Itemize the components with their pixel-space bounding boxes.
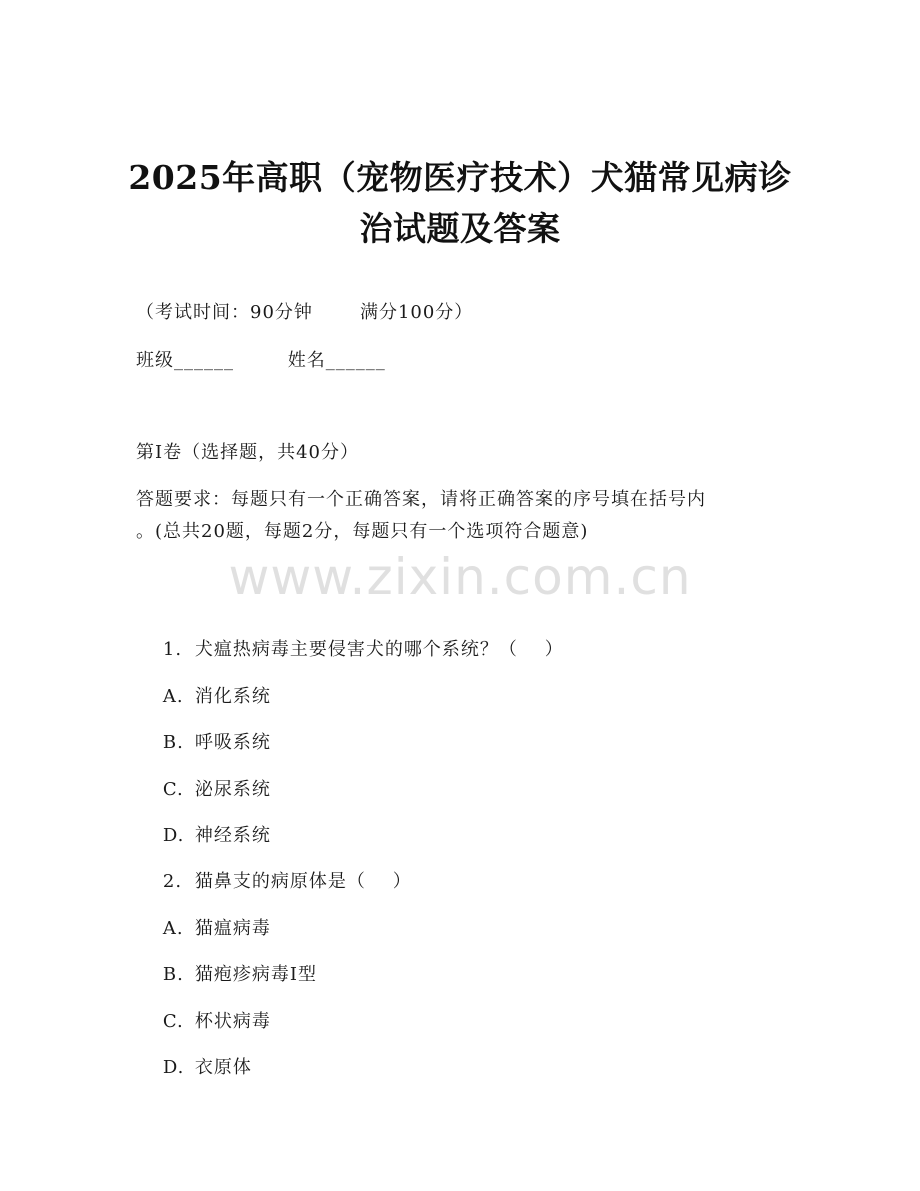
option-text: 衣原体: [194, 1057, 252, 1078]
instruction-line-2: 。(总共20题，每题2分，每题只有一个选项符合题意): [136, 521, 589, 542]
option-text: 消化系统: [194, 686, 271, 707]
option-letter: B.: [162, 732, 184, 753]
document-title-line-1: 2025年高职（宠物医疗技术）犬猫常见病诊: [128, 158, 792, 197]
question-text: 猫鼻支的病原体是（ ）: [194, 871, 412, 892]
class-name-fields: 班级______ 姓名______: [136, 350, 386, 371]
section-heading: 第I卷（选择题，共40分）: [136, 442, 360, 463]
question-number: 2.: [162, 871, 183, 892]
option-letter: A.: [162, 686, 184, 707]
option-text: 泌尿系统: [194, 779, 271, 800]
instruction-line-1: 答题要求：每题只有一个正确答案，请将正确答案的序号填在括号内: [136, 489, 706, 510]
option-text: 杯状病毒: [194, 1011, 271, 1032]
question-2-option-d: [136, 1029, 252, 1107]
option-letter: D.: [162, 825, 185, 846]
watermark: www.zixin.com.cn: [228, 548, 692, 606]
question-text: 犬瘟热病毒主要侵害犬的哪个系统？（ ）: [194, 639, 564, 660]
option-letter: C.: [162, 779, 184, 800]
option-text: 猫疱疹病毒I型: [194, 964, 318, 985]
document-title-line-2: 治试题及答案: [359, 209, 561, 248]
option-letter: A.: [162, 918, 184, 939]
exam-time-info: （考试时间：90分钟 满分100分）: [136, 302, 474, 323]
option-text: 呼吸系统: [194, 732, 271, 753]
option-text: 神经系统: [194, 825, 271, 846]
option-letter: C.: [162, 1011, 184, 1032]
question-number: 1.: [162, 639, 183, 660]
option-letter: B.: [162, 964, 184, 985]
option-text: 猫瘟病毒: [194, 918, 271, 939]
option-letter: D.: [162, 1057, 185, 1078]
